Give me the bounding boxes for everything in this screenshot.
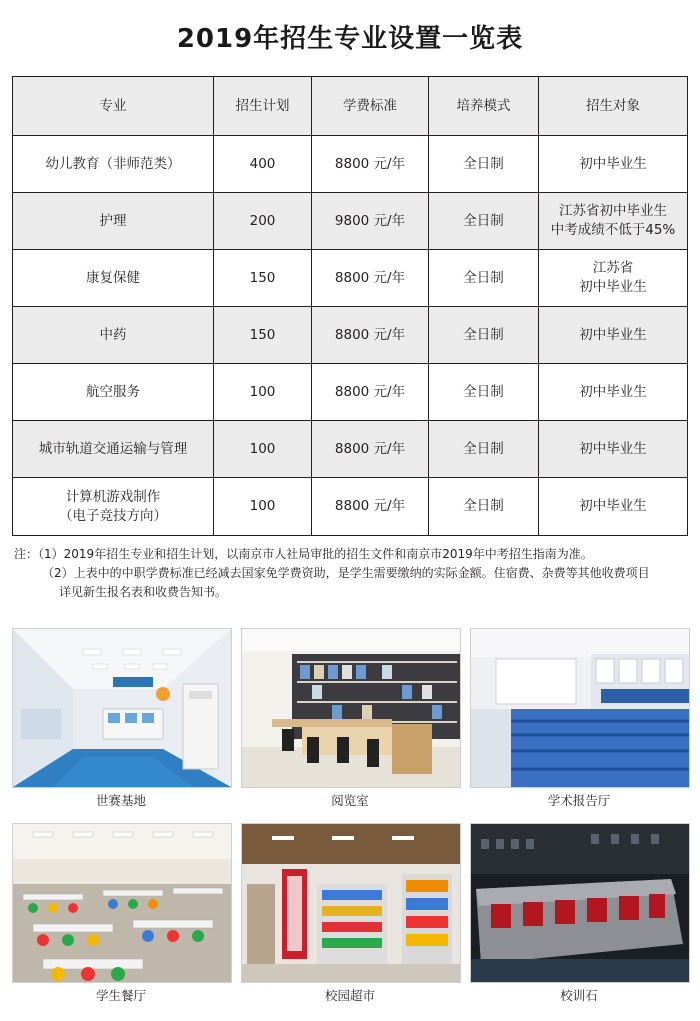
cell-mode: 全日制: [429, 478, 539, 536]
cell-major: [13, 478, 214, 536]
photo-supermarket: [241, 823, 461, 983]
caption-supermarket: 校园超市: [324, 988, 375, 1003]
header-plan: 招生计划: [214, 77, 312, 136]
table-row: [13, 193, 688, 250]
photo-motto-stone: [470, 823, 690, 983]
major-line: 幼儿教育（非师范类）: [45, 155, 181, 172]
cell-fee: 8800 元/年: [312, 136, 429, 193]
major-line: 航空服务: [86, 383, 140, 400]
note-text: （1）2019年招生专业和招生计划，以南京市人社局审批的招生文件和南京市2019年中考招生指南为准。: [38, 547, 593, 561]
note-1: [14, 545, 694, 564]
table-row: [13, 136, 688, 193]
cell-target: [539, 478, 688, 536]
header-mode: 培养模式: [429, 77, 539, 136]
major-line: 中药: [99, 326, 127, 343]
photo-lecture-hall: [470, 628, 690, 788]
cell-major: [13, 421, 214, 478]
cell-major: [13, 193, 214, 250]
header-fee: 学费标准: [312, 77, 429, 136]
major-line: 城市轨道交通运输与管理: [38, 440, 188, 457]
table-row: [13, 250, 688, 307]
cell-major: [13, 307, 214, 364]
caption-motto-stone: 校训石: [560, 988, 598, 1003]
cell-plan: 150: [214, 250, 312, 307]
cell-fee: 9800 元/年: [312, 193, 429, 250]
cell-mode: 全日制: [429, 250, 539, 307]
table-row: [13, 421, 688, 478]
caption-training-room: 世赛基地: [95, 793, 146, 808]
cell-mode: 全日制: [429, 421, 539, 478]
cell-plan: 100: [214, 421, 312, 478]
cell-target: [539, 250, 688, 307]
cell-target: [539, 136, 688, 193]
header-major: 专业: [13, 77, 214, 136]
header-target: 招生对象: [539, 77, 688, 136]
note-2-cont: 详见新生报名表和收费告知书。: [59, 585, 228, 599]
cell-major: [13, 136, 214, 193]
caption-lecture-hall: 学术报告厅: [547, 793, 611, 808]
photo-reading-room: [241, 628, 461, 788]
cell-fee: 8800 元/年: [312, 478, 429, 536]
cell-major: [13, 250, 214, 307]
cell-target: [539, 421, 688, 478]
target-line: 江苏省: [592, 260, 634, 276]
target-line: 江苏省初中毕业生: [559, 203, 667, 219]
target-line: 初中毕业生: [579, 326, 647, 343]
table-row: [13, 307, 688, 364]
motto-stone-image: [471, 824, 689, 982]
major-line: 护理: [99, 212, 127, 229]
table-header-row: [13, 77, 688, 136]
caption-dining-hall: 学生餐厅: [95, 988, 146, 1003]
major-line: 康复保健: [86, 269, 140, 286]
target-line: 初中毕业生: [579, 383, 647, 400]
target-line: 初中毕业生: [579, 155, 647, 172]
cell-plan: 200: [214, 193, 312, 250]
cell-mode: 全日制: [429, 364, 539, 421]
notes-prefix: 注：: [14, 547, 39, 561]
supermarket-image: [242, 824, 460, 982]
table-row: [13, 478, 688, 536]
cell-fee: 8800 元/年: [312, 364, 429, 421]
cell-plan: 400: [214, 136, 312, 193]
cell-mode: 全日制: [429, 136, 539, 193]
photo-dining-hall: [12, 823, 232, 983]
cell-major: [13, 364, 214, 421]
target-line: 初中毕业生: [579, 440, 647, 457]
target-line: 初中毕业生: [579, 498, 647, 514]
photo-training-room: [12, 628, 232, 788]
target-line: 中考成绩不低于45%: [550, 222, 676, 238]
cell-target: [539, 307, 688, 364]
note-2: （2）上表中的中职学费标准已经减去国家免学费资助，是学生需要缴纳的实际金额。住宿费、杂费等其他收费项目: [42, 566, 650, 580]
cell-fee: 8800 元/年: [312, 250, 429, 307]
notes-section: [14, 545, 694, 602]
cell-plan: 100: [214, 478, 312, 536]
training-room-image: [13, 629, 231, 787]
lecture-hall-image: [471, 629, 689, 787]
dining-hall-image: [13, 824, 231, 982]
major-line: 计算机游戏制作: [65, 488, 161, 505]
cell-fee: 8800 元/年: [312, 421, 429, 478]
caption-reading-room: 阅览室: [331, 793, 369, 808]
cell-target: [539, 364, 688, 421]
enrollment-table: [12, 76, 688, 536]
cell-fee: 8800 元/年: [312, 307, 429, 364]
table-row: [13, 364, 688, 421]
cell-plan: 150: [214, 307, 312, 364]
target-line: 初中毕业生: [579, 279, 647, 295]
cell-plan: 100: [214, 364, 312, 421]
cell-mode: 全日制: [429, 193, 539, 250]
page-title: 2019年招生专业设置一览表: [176, 24, 524, 54]
cell-mode: 全日制: [429, 307, 539, 364]
major-line: （电子竞技方向）: [59, 507, 167, 524]
reading-room-image: [242, 629, 460, 787]
cell-target: [539, 193, 688, 250]
